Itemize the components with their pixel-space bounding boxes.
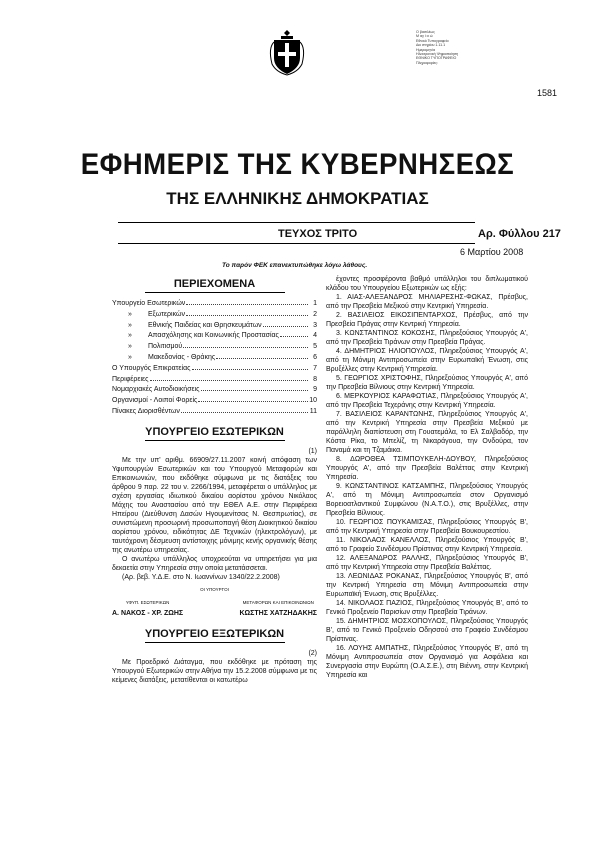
signer-role: ΥΦΥΠ. ΕΣΩΤΕΡΙΚΩΝ (125, 599, 170, 605)
toc-row (112, 310, 317, 321)
signers-caption: ΟΙ ΥΠΟΥΡΓΟΙ (200, 586, 229, 592)
signer (240, 598, 318, 618)
section2-number: (2) (308, 649, 317, 657)
stamp-line: Δικ στηρίου 1.11.1 (416, 43, 446, 48)
toc-label: Νομαρχιακές Αυτοδιοικήσεις (112, 386, 200, 394)
stamp-line: Εθνικό Τυπογραφείο (416, 38, 449, 43)
transfer-item: 1. ΑΙΑΣ-ΑΛΕΞΑΝΔΡΟΣ ΜΗΛΙΑΡΕΣΗΣ-ΦΩΚΑΣ, Πρέσβυς, από την Πρεσβεία Μεξικού στην Κεντρική Υπηρεσία. (326, 294, 528, 310)
toc-page: 3 (313, 321, 317, 329)
toc-leader (183, 347, 308, 348)
toc-page: 2 (313, 310, 317, 318)
toc-prefix: Υπουργείο (112, 300, 146, 307)
toc-leader (216, 358, 308, 359)
toc-heading-underline (145, 292, 285, 293)
stamp-line: Πληροφορίες: (416, 60, 438, 65)
transfer-item: 2. ΒΑΣΙΛΕΙΟΣ ΕΙΚΟΣΙΠΕΝΤΑΡΧΟΣ, Πρέσβυς, από την Πρεσβεία Πράγας στην Κεντρική Υπηρεσία. (326, 312, 528, 328)
toc-leader (150, 380, 308, 381)
transfer-item: 16. ΛΟΥΗΣ ΑΜΠΑΤΗΣ, Πληρεξούσιος Υπουργός Β', από τη Μόνιμη Αντιπροσωπεία στον Οργανισμό για Ασφάλεια και Συνεργασία στην Ευρώπη (Ο.Α.Σ.Ε.), στη Βιέννη, στην Κεντρική Υπηρεσία και (326, 645, 528, 679)
toc-row (112, 321, 317, 332)
toc-row (112, 375, 317, 386)
stamp-line: ΕΘΝΙΚΟ ΤΥΠΟΓΡΑΦΕΙΟ (416, 56, 457, 61)
toc-page: 6 (313, 353, 317, 361)
toc-leader (192, 369, 308, 370)
sheet-number: Αρ. Φύλλου 217 (478, 228, 561, 240)
toc-row (112, 407, 317, 418)
section2-underline (145, 642, 285, 643)
toc-row (112, 299, 317, 310)
right-column (326, 275, 528, 680)
transfer-item: 9. ΚΩΝΣΤΑΝΤΙΝΟΣ ΚΑΤΣΑΜΠΗΣ, Πληρεξούσιος Υπουργός Α', από τη Μόνιμη Αντιπροσωπεία στον Οργανισμό Βορειοατλαντικού Συμφώνου (Ν.Α.Τ.Ο.), στις Βρυξέλλες, στην Πρεσβεία Βίλνιους. (326, 483, 528, 517)
toc-ditto-mark: » (128, 343, 132, 351)
toc-page: 11 (309, 407, 317, 415)
transfer-item: 13. ΛΕΩΝΙΔΑΣ ΡΟΚΑΝΑΣ, Πληρεξούσιος Υπουργός Β', από την Κεντρική Υπηρεσία στη Μόνιμη Αντιπροσωπεία στην Ευρωπαϊκή Ένωση, στις Βρυξέλλες. (326, 573, 528, 598)
toc-page: 10 (309, 397, 317, 405)
section1-heading: ΥΠΟΥΡΓΕΙΟ ΕΣΩΤΕΡΙΚΩΝ (145, 425, 284, 438)
toc-label: Εσωτερικών (147, 300, 186, 307)
signers (112, 598, 317, 618)
toc-page: 5 (313, 343, 317, 351)
toc-ditto-mark: » (128, 353, 132, 361)
toc-heading: ΠΕΡΙΕΧΟΜΕΝΑ (173, 278, 256, 290)
transfer-item: 7. ΒΑΣΙΛΕΙΟΣ ΚΑΡΑΝΤΩΝΗΣ, Πληρεξούσιος Υπουργός Α', από την Κεντρική Υπηρεσία στην Πρεσβεία Μεξικού με παράλληλη διαπίστευση στη Γουατεμάλα, το Ελ Σαλβαδόρ, την Κόστα Ρίκα, το Μπελίζ, τη Νικαράγουα, την Ονδούρα, τον Παναμά και τη Τζαμάικα. (326, 411, 528, 454)
issue-label: ΤΕΥΧΟΣ ΤΡΙΤΟ (278, 228, 358, 240)
transfer-item: 8. ΔΩΡΟΘΕΑ ΤΣΙΜΠΟΥΚΕΛΗ-ΔΟΥΒΟΥ, Πληρεξούσιος Υπουργός Α', από την Πρεσβεία Βαλέττας στην Κεντρική Υπηρεσία. (326, 456, 528, 481)
stamp-line: Ηλεκτρονική Ψηφιοποίηση (416, 52, 459, 57)
toc-label: Εξωτερικών (148, 310, 185, 318)
toc-leader (280, 336, 308, 337)
transfer-item: 10. ΓΕΩΡΓΙΟΣ ΠΟΥΚΑΜΙΣΑΣ, Πληρεξούσιος Υπουργός Β', από την Κεντρική Υπηρεσία στην Πρεσβεία Βουκουρεστίου. (326, 519, 528, 535)
toc-row (112, 396, 317, 407)
toc-leader (198, 401, 308, 402)
transfer-item: 11. ΝΙΚΟΛΑΟΣ ΚΑΝΕΛΛΟΣ, Πληρεξούσιος Υπουργός Β', από το Γραφείο Συνδέσμου Πρίστινας στην Κεντρική Υπηρεσία. (326, 537, 528, 553)
continuation-paragraph: έχοντες προσφέροντα βαθμό υπάλληλοι του διπλωματικού κλάδου του Υπουργείου Εξωτερικών ως εξής: (326, 276, 528, 292)
toc-label: Οργανισμοί - Λοιποί Φορείς (112, 397, 198, 405)
toc-page: 7 (313, 364, 317, 372)
section1-reference: (Αρ. βεβ. Υ.Δ.Ε. στο Ν. Ιωαννίνων 1340/22.2.2008) (122, 573, 280, 581)
header-rule-bottom (118, 243, 475, 244)
transfer-item: 3. ΚΩΝΣΤΑΝΤΙΝΟΣ ΚΟΚΟΣΗΣ, Πληρεξούσιος Υπουργός Α', από την Πρεσβεία Τιράνων στην Πρεσβεία Πράγας. (326, 330, 528, 346)
stamp-line: Ημερομηνία (416, 47, 436, 52)
toc-ditto-mark: » (128, 310, 132, 318)
section2-heading: ΥΠΟΥΡΓΕΙΟ ΕΞΩΤΕΡΙΚΩΝ (144, 627, 285, 640)
toc-leader (186, 315, 308, 316)
section1-paragraph: Ο ανωτέρω υπάλληλος υποχρεούται να υπηρετήσει για μια δεκαετία στην Υπηρεσία στην οποία μετατάσσεται. (112, 555, 317, 572)
digital-signature-stamp (416, 30, 476, 65)
signer-name: ΚΩΣΤΗΣ ΧΑΤΖΗΔΑΚΗΣ (239, 609, 317, 617)
toc-label: Πολιτισμού (148, 343, 183, 351)
transfer-item: 5. ΓΕΩΡΓΙΟΣ ΧΡΙΣΤΟΦΗΣ, Πληρεξούσιος Υπουργός Α', από την Πρεσβεία Βίλνιους στην Κεντρική Υπηρεσία. (326, 375, 528, 391)
toc-row (112, 342, 317, 353)
stamp-line: Ο βασιλέως (416, 30, 435, 34)
toc-page: 4 (313, 332, 317, 340)
toc-page: 1 (313, 300, 317, 307)
gazette-subtitle: ΤΗΣ ΕΛΛΗΝΙΚΗΣ ΔΗΜΟΚΡΑΤΙΑΣ (166, 189, 429, 208)
transfer-item: 4. ΔΗΜΗΤΡΙΟΣ ΗΛΙΟΠΟΥΛΟΣ, Πληρεξούσιος Υπουργός Α', από τη Μόνιμη Αντιπροσωπεία στην Ευρωπαϊκή Ένωση, στις Βρυξέλλες στην Κεντρική Υπηρεσία. (326, 348, 528, 373)
coat-of-arms-icon (266, 28, 308, 76)
transfer-item: 15. ΔΗΜΗΤΡΙΟΣ ΜΟΣΧΟΠΟΥΛΟΣ, Πληρεξούσιος Υπουργός Β', από το Γενικό Προξενείο Οδησσού στο Γραφείο Συνδέσμου Πρίστινας. (326, 618, 528, 643)
signer (112, 598, 183, 618)
toc-leader (186, 304, 308, 305)
reprint-note: Το παρόν ΦΕΚ επανεκτυπώθηκε λόγω λάθους. (222, 262, 368, 269)
section1-underline (145, 440, 285, 441)
toc-ditto-mark: » (128, 332, 132, 340)
signer-role: ΜΕΤΑΦΟΡΩΝ ΚΑΙ ΕΠΙΚΟΙΝΩΝΙΩΝ (242, 599, 314, 605)
toc-row (112, 353, 317, 364)
toc-label: Εθνικής Παιδείας και Θρησκευμάτων (148, 321, 262, 329)
issue-date: 6 Μαρτίου 2008 (460, 247, 524, 257)
toc-label: Μακεδονίας - Θράκης (148, 353, 216, 361)
toc-row (112, 364, 317, 375)
stamp-line: Μ αγ ί α ώ (416, 34, 433, 39)
toc-label: Περιφέρειες (112, 375, 149, 383)
toc-label: Πίνακες Διορισθέντων (112, 407, 180, 415)
section1-paragraph: Με την υπ' αριθμ. 66909/27.11.2007 κοινή απόφαση των Υφυπουργών Εσωτερικών και του Υπουργού Μεταφορών και Επικοινωνιών, που εκδόθηκε σύμφωνα με τις διατάξεις του άρθρου 9 παρ. 22 του ν. 2266/1994, μεταφέρεται ο υπάλληλος με σχέση εργασίας ιδιωτικού δικαίου αορίστου χρόνου Νικόλαος Μάχης του Αναστασίου από την ΕΘΕΛ Α.Ε. στην Περιφέρεια Ηπείρου (Διεύθυνση Δασών Ηγουμενίτσας Ν. Θεσπρωτίας), σε συνιστώμενη προσωρινή προσωποπαγή θέση Διοικητικού δικαίου αορίστου χρόνου, ειδικότητας ΔΕ Τεχνικών (ηλεκτρολόγων), με ταυτόχρονη δέσμευση αντίστοιχης μόνιμης κενής οργανικής θέσης της ανωτέρω υπηρεσίας. (112, 456, 317, 554)
toc-page: 8 (313, 375, 317, 383)
header-rule-top (118, 222, 475, 223)
page-number: 1581 (536, 88, 557, 98)
toc-row (112, 385, 317, 396)
toc-leader (181, 412, 308, 413)
transfer-item: 12. ΑΛΕΞΑΝΔΡΟΣ ΡΑΛΛΗΣ, Πληρεξούσιος Υπουργός Β', από την Κεντρική Υπηρεσία στην Πρεσβεία Βαλέττας. (326, 555, 528, 571)
section2-paragraph: Με Προεδρικό Διάταγμα, που εκδόθηκε με πρόταση της Υπουργού Εξωτερικών στην Αθήνα την 15.2.2008 σύμφωνα με τις κείμενες διατάξεις, μετατίθενται οι κατωτέρω (112, 658, 317, 684)
toc-leader (201, 390, 308, 391)
toc-page: 9 (313, 386, 317, 394)
signer-name: Α. ΝΑΚΟΣ - ΧΡ. ΖΩΗΣ (112, 609, 184, 617)
section1-number: (1) (308, 447, 317, 455)
left-column (112, 276, 317, 685)
toc-label: Ο Υπουργός Επικρατείας (112, 364, 191, 372)
transfer-item: 6. ΜΕΡΚΟΥΡΙΟΣ ΚΑΡΑΦΩΤΙΑΣ, Πληρεξούσιος Υπουργός Α', από την Πρεσβεία Τεχεράνης στην Κεντρική Υπηρεσία. (326, 393, 528, 409)
table-of-contents (112, 299, 317, 418)
transfer-item: 14. ΝΙΚΟΛΑΟΣ ΠΑΖΙΟΣ, Πληρεξούσιος Υπουργός Β', από το Γενικό Προξενείο Παρισίων στην Πρεσβεία Τιράνων. (326, 600, 528, 616)
toc-row (112, 331, 317, 342)
toc-ditto-mark: » (128, 321, 132, 329)
gazette-title: ΕΦΗΜΕΡΙΣ ΤΗΣ ΚΥΒΕΡΝΗΣΕΩΣ (80, 148, 515, 181)
toc-leader (263, 326, 308, 327)
toc-label: Απασχόλησης και Κοινωνικής Προστασίας (148, 332, 279, 340)
